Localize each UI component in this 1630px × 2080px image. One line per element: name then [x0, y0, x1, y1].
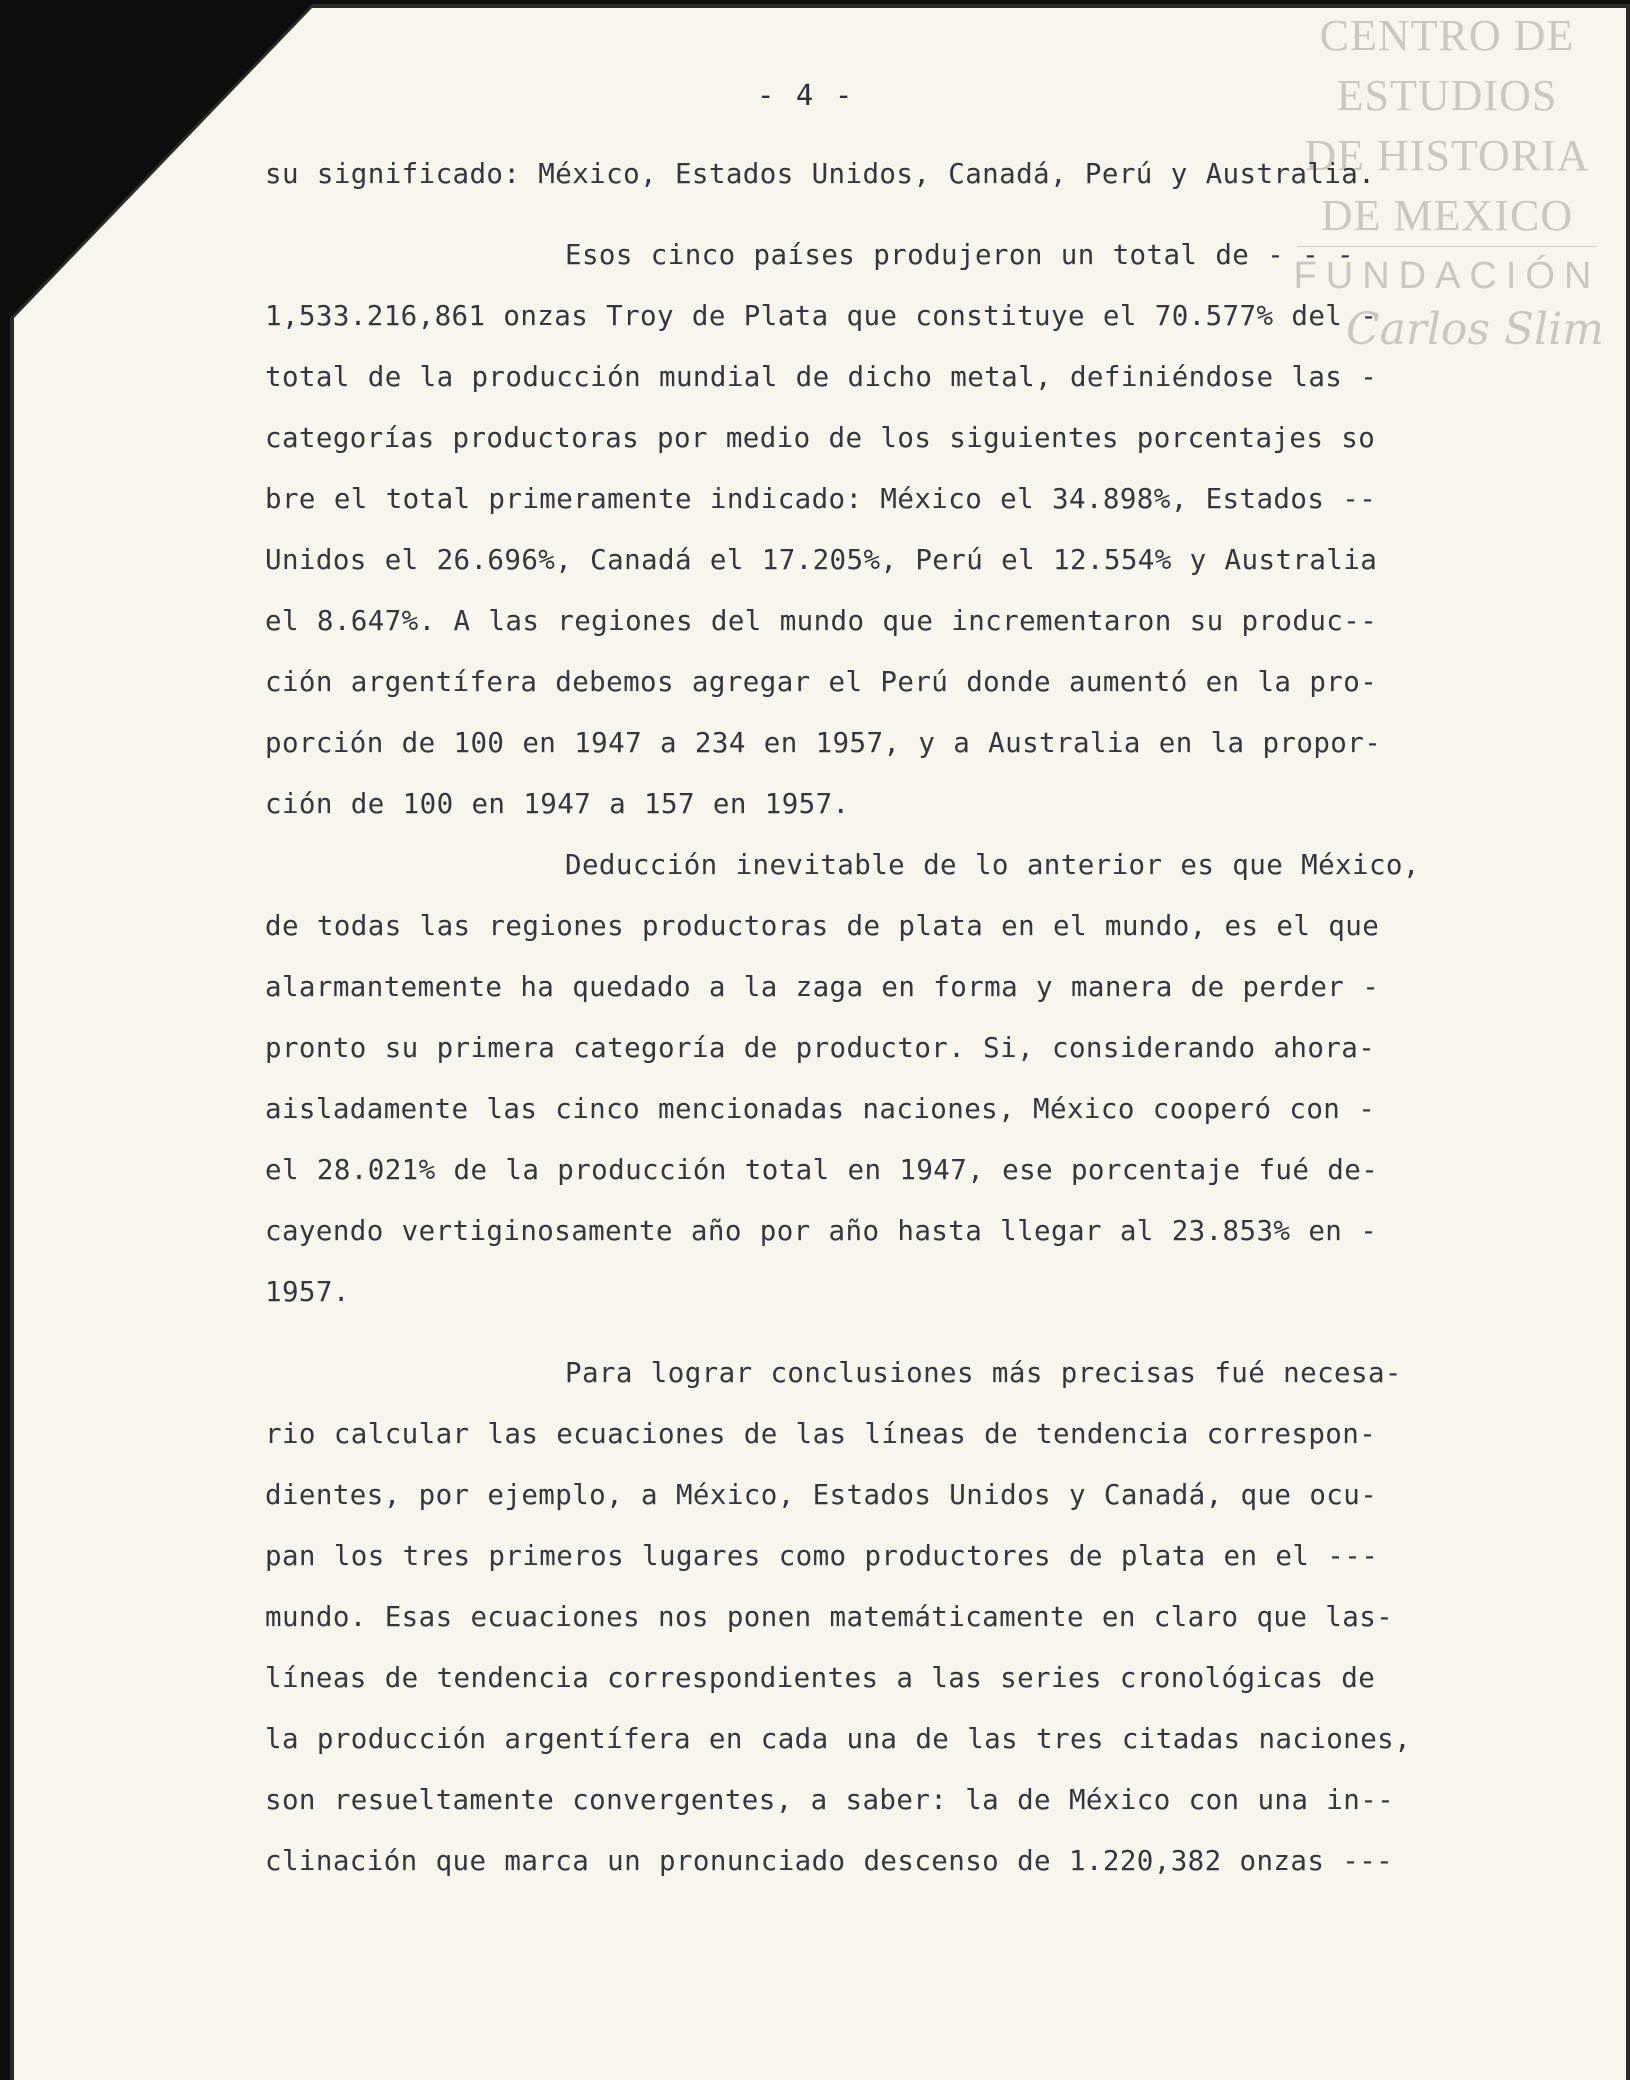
- text-line: la producción argentífera en cada una de las tres citadas naciones,: [265, 1723, 1412, 1755]
- paragraph-gap: [265, 1323, 1530, 1343]
- text-line: alarmantemente ha quedado a la zaga en forma y manera de perder -: [265, 971, 1380, 1003]
- text-line: pan los tres primeros lugares como productores de plata en el ---: [265, 1540, 1379, 1572]
- text-line: rio calcular las ecuaciones de las líneas de tendencia correspon-: [265, 1418, 1377, 1450]
- page-number: - 4 -: [757, 78, 855, 112]
- watermark-foundation: FUNDACIÓN: [1293, 255, 1601, 297]
- text-line: 1957.: [265, 1276, 350, 1308]
- text-line: clinación que marca un pronunciado descenso de 1.220,382 onzas ---: [265, 1845, 1394, 1877]
- text-line: Para lograr conclusiones más precisas fué necesa-: [565, 1357, 1402, 1389]
- text-line: total de la producción mundial de dicho metal, definiéndose las -: [265, 361, 1378, 393]
- text-line: bre el total primeramente indicado: México el 34.898%, Estados --: [265, 483, 1377, 515]
- text-line: líneas de tendencia correspondientes a las series cronológicas de: [265, 1662, 1376, 1694]
- text-line: cayendo vertiginosamente año por año hasta llegar al 23.853% en -: [265, 1215, 1378, 1247]
- watermark-line: DE MEXICO: [1320, 191, 1574, 240]
- text-line: su significado: México, Estados Unidos, Canadá, Perú y Australia.: [265, 158, 1376, 190]
- text-line: Esos cinco países produjeron un total de - - -: [565, 239, 1354, 271]
- text-line: 1,533.216,861 onzas Troy de Plata que constituye el 70.577% del -: [265, 300, 1378, 332]
- text-line: categorías productoras por medio de los siguientes porcentajes so: [265, 422, 1376, 454]
- text-line: son resueltamente convergentes, a saber: la de México con una in--: [265, 1784, 1395, 1816]
- text-line: el 28.021% de la producción total en 1947, ese porcentaje fué de-: [265, 1154, 1379, 1186]
- text-line: de todas las regiones productoras de plata en el mundo, es el que: [265, 910, 1380, 942]
- text-line: Deducción inevitable de lo anterior es que México,: [565, 849, 1420, 881]
- text-line: el 8.647%. A las regiones del mundo que incrementaron su produc--: [265, 605, 1378, 637]
- text-line: ción de 100 en 1947 a 157 en 1957.: [265, 788, 850, 820]
- text-line: ción argentífera debemos agregar el Perú donde aumentó en la pro-: [265, 666, 1378, 698]
- text-line: dientes, por ejemplo, a México, Estados Unidos y Canadá, que ocu-: [265, 1479, 1378, 1511]
- watermark-line: CENTRO DE: [1319, 11, 1575, 60]
- watermark-line: DE HISTORIA: [1304, 131, 1590, 180]
- text-line: porción de 100 en 1947 a 234 en 1957, y a Australia en la propor-: [265, 727, 1382, 759]
- paragraph-gap: [265, 205, 1530, 225]
- watermark-line: ESTUDIOS: [1336, 71, 1558, 120]
- text-line: mundo. Esas ecuaciones nos ponen matemáticamente en claro que las-: [265, 1601, 1394, 1633]
- text-line: Unidos el 26.696%, Canadá el 17.205%, Perú el 12.554% y Australia: [265, 544, 1378, 576]
- text-line: pronto su primera categoría de productor. Si, considerando ahora-: [265, 1032, 1376, 1064]
- text-line: aisladamente las cinco mencionadas naciones, México cooperó con -: [265, 1093, 1376, 1125]
- document-body: [265, 144, 1530, 1892]
- watermark-signature: Carlos Slim: [1345, 304, 1604, 355]
